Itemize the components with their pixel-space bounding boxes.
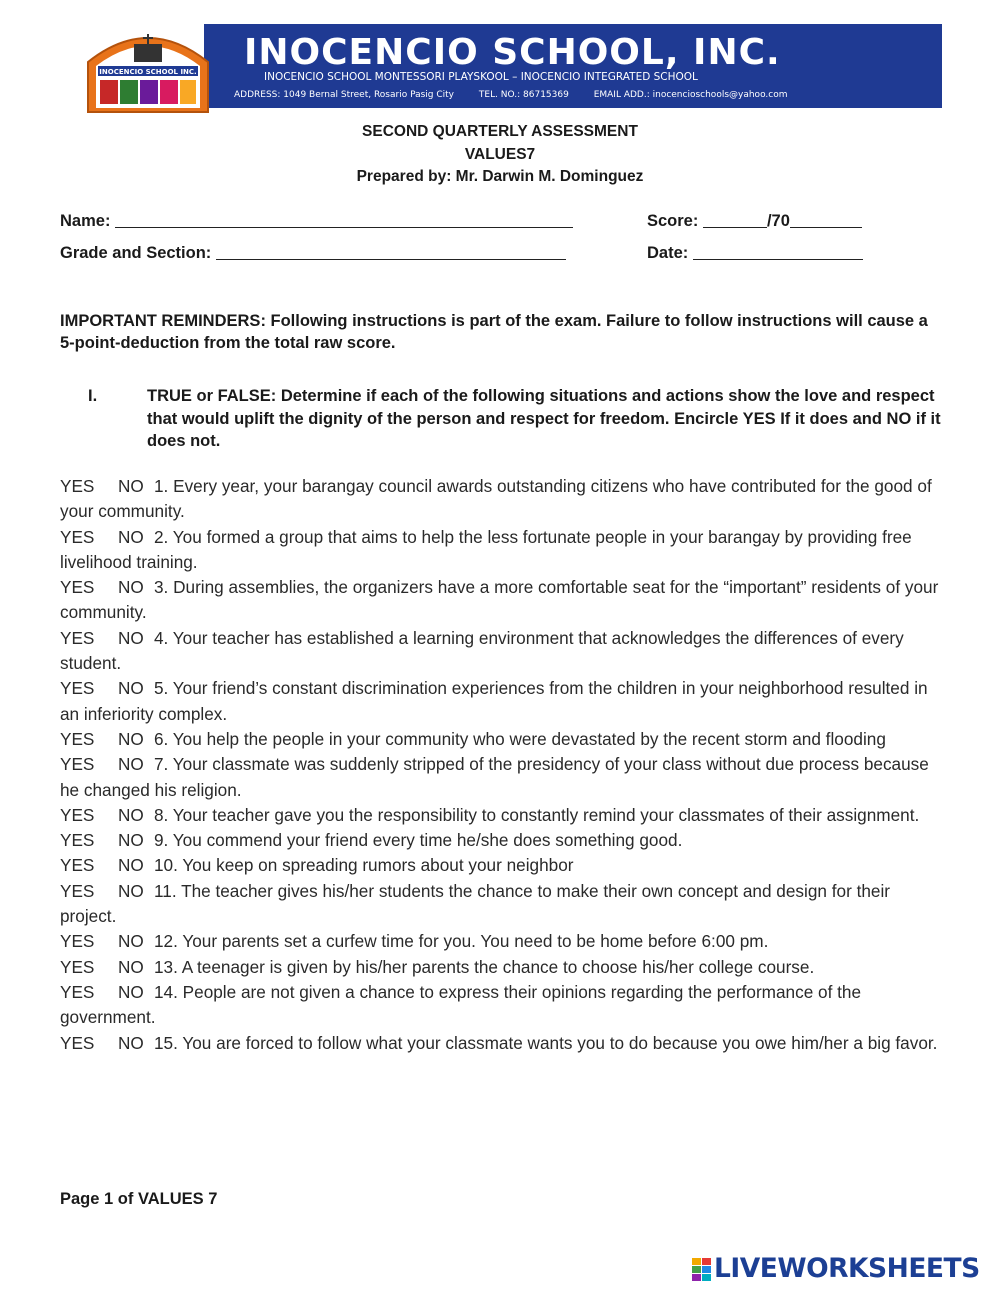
no-option[interactable]: NO: [118, 728, 144, 749]
question-text: 9. You commend your friend every time he/she does something good.: [154, 830, 683, 851]
question-item: [60, 955, 945, 980]
question-item: [60, 474, 945, 525]
question-item: [60, 525, 945, 576]
yes-option[interactable]: YES: [60, 931, 95, 952]
yes-option[interactable]: YES: [60, 526, 95, 547]
question-text: 4. Your teacher has established a learning environment that acknowledges the differences of every student.: [60, 627, 904, 674]
no-option[interactable]: NO: [118, 956, 144, 977]
question-text: 10. You keep on spreading rumors about your neighbor: [154, 855, 574, 876]
yes-option[interactable]: YES: [60, 754, 95, 775]
score-total: /70: [766, 212, 790, 230]
no-option[interactable]: NO: [118, 627, 144, 648]
school-address: ADDRESS: 1049 Bernal Street, Rosario Pasig City: [234, 90, 455, 100]
question-item: [60, 879, 945, 930]
name-label: Name:: [60, 212, 111, 230]
date-input-line[interactable]: [693, 244, 863, 260]
question-text: 15. You are forced to follow what your classmate wants you to do because you owe him/her a big favor.: [154, 1032, 938, 1053]
assessment-title: SECOND QUARTERLY ASSESSMENT: [362, 123, 638, 140]
grade-section-label: Grade and Section:: [60, 244, 212, 262]
liveworksheets-wordmark: LIVEWORKSHEETS: [714, 1253, 980, 1284]
score-trailing-line: [790, 212, 862, 228]
yes-option[interactable]: YES: [60, 678, 95, 699]
yes-option[interactable]: YES: [60, 1032, 95, 1053]
date-label: Date:: [647, 244, 689, 262]
question-item: [60, 980, 945, 1031]
question-item: [60, 1031, 945, 1056]
no-option[interactable]: NO: [118, 981, 144, 1002]
school-banner: [84, 22, 942, 112]
yes-option[interactable]: YES: [60, 804, 95, 825]
question-list: [60, 474, 945, 1056]
logo-label: INOCENCIO SCHOOL INC.: [99, 68, 197, 76]
section-instruction-text: TRUE or FALSE: Determine if each of the following situations and actions show the love and respect that would uplift the dignity of the person and respect for freedom. Encircle YES If it does and NO if it does not.: [147, 387, 941, 450]
yes-option[interactable]: YES: [60, 627, 95, 648]
school-email: EMAIL ADD.: inocencioschools@yahoo.com: [593, 90, 788, 100]
yes-option[interactable]: YES: [60, 728, 95, 749]
question-item: [60, 575, 945, 626]
yes-option[interactable]: YES: [60, 956, 95, 977]
no-option[interactable]: NO: [118, 804, 144, 825]
question-text: 7. Your classmate was suddenly stripped of the presidency of your class without due process because he changed his religion.: [60, 754, 929, 800]
no-option[interactable]: NO: [118, 830, 144, 851]
question-text: 11. The teacher gives his/her students the chance to make their own concept and design for their project.: [60, 880, 890, 927]
yes-option[interactable]: YES: [60, 830, 95, 851]
question-text: 12. Your parents set a curfew time for you. You need to be home before 6:00 pm.: [154, 931, 769, 952]
question-text: 5. Your friend’s constant discrimination experiences from the children in your neighborhood resulted in an inferiority complex.: [60, 678, 928, 724]
score-field[interactable]: [647, 212, 862, 231]
question-text: 14. People are not given a chance to express their opinions regarding the performance of the government.: [60, 981, 862, 1028]
question-text: 1. Every year, your barangay council awards outstanding citizens who have contributed for the good of your community.: [60, 476, 932, 522]
score-input-line[interactable]: [703, 212, 767, 228]
question-item: [60, 929, 945, 954]
no-option[interactable]: NO: [118, 476, 144, 496]
no-option[interactable]: NO: [118, 880, 144, 901]
yes-option[interactable]: YES: [60, 855, 95, 876]
no-option[interactable]: NO: [118, 754, 144, 775]
school-subtitle: INOCENCIO SCHOOL MONTESSORI PLAYSKOOL – INOCENCIO INTEGRATED SCHOOL: [264, 71, 698, 83]
question-item: [60, 626, 945, 677]
yes-option[interactable]: YES: [60, 981, 95, 1002]
question-text: 6. You help the people in your community who were devastated by the recent storm and flooding: [154, 728, 886, 749]
no-option[interactable]: NO: [118, 577, 144, 598]
question-text: 3. During assemblies, the organizers have a more comfortable seat for the “important” residents of your community.: [60, 577, 939, 623]
question-text: 2. You formed a group that aims to help the less fortunate people in your barangay by providing free livelihood training.: [60, 526, 912, 572]
liveworksheets-logo-icon: [692, 1258, 714, 1282]
prepared-by: Prepared by: Mr. Darwin M. Dominguez: [356, 168, 644, 185]
school-contact: [234, 90, 810, 100]
no-option[interactable]: NO: [118, 678, 144, 699]
important-reminders: IMPORTANT REMINDERS: Following instructions is part of the exam. Failure to follow instructions will cause a 5-point-deduction from the total raw score.: [60, 312, 928, 352]
school-name: INOCENCIO SCHOOL, INC.: [244, 32, 781, 73]
no-option[interactable]: NO: [118, 1032, 144, 1053]
no-option[interactable]: NO: [118, 931, 144, 952]
name-field[interactable]: [60, 212, 573, 231]
score-label: Score:: [647, 212, 699, 230]
question-item: [60, 803, 945, 828]
page-footer: Page 1 of VALUES 7: [60, 1190, 218, 1208]
yes-option[interactable]: YES: [60, 476, 95, 496]
banner-bar: [204, 24, 942, 108]
yes-option[interactable]: YES: [60, 577, 95, 598]
no-option[interactable]: NO: [118, 855, 144, 876]
school-logo: [84, 22, 212, 114]
grade-section-field[interactable]: [60, 244, 566, 263]
question-item: [60, 676, 945, 727]
date-field[interactable]: [647, 244, 863, 263]
subject-title: VALUES7: [464, 146, 536, 163]
question-item: [60, 828, 945, 853]
question-item: [60, 752, 945, 803]
yes-option[interactable]: YES: [60, 880, 95, 901]
no-option[interactable]: NO: [118, 526, 144, 547]
school-tel: TEL. NO.: 86715369: [478, 90, 569, 100]
grade-section-input-line[interactable]: [216, 244, 566, 260]
question-item: [60, 853, 945, 878]
question-text: 8. Your teacher gave you the responsibility to constantly remind your classmates of their assignment.: [154, 804, 920, 825]
name-input-line[interactable]: [115, 212, 573, 228]
question-text: 13. A teenager is given by his/her parents the chance to choose his/her college course.: [154, 956, 815, 977]
section-number: I.: [88, 387, 98, 405]
question-item: [60, 727, 945, 752]
